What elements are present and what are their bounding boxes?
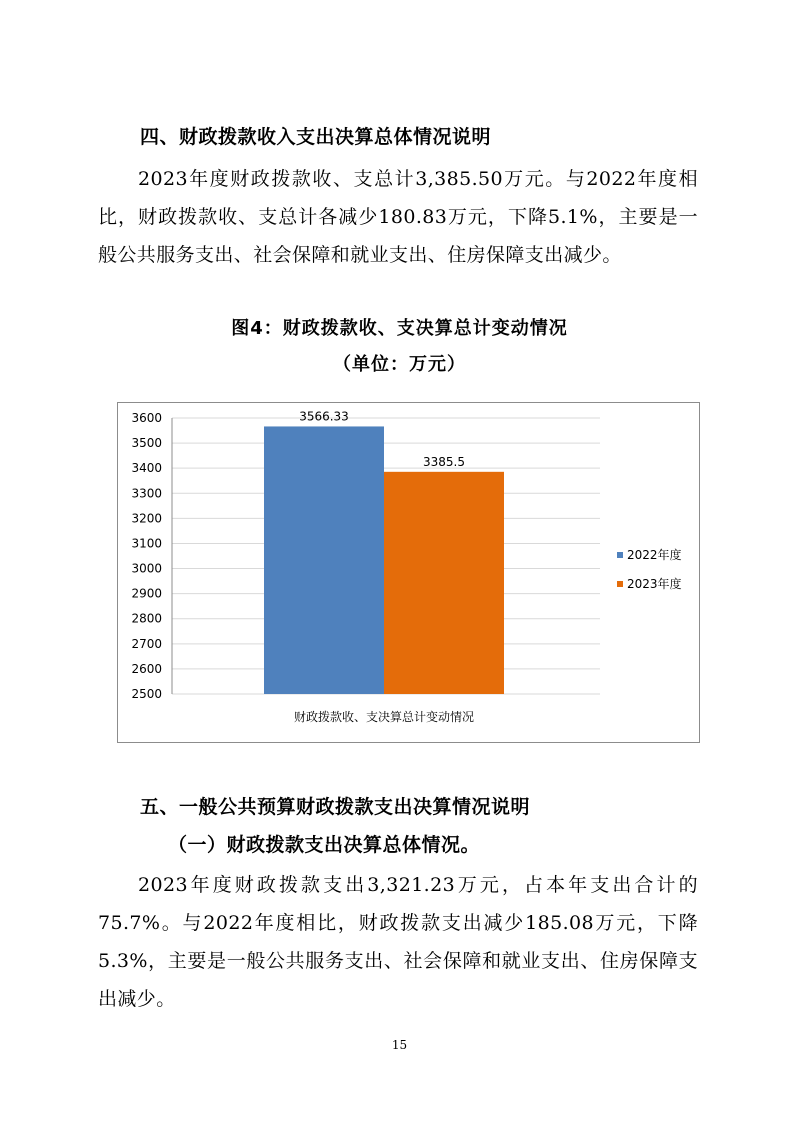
y-tick-label: 2700 xyxy=(131,636,162,651)
legend-label-2023: 2023年度 xyxy=(627,577,682,591)
data-label-2023年度: 3385.5 xyxy=(423,454,465,469)
y-tick-label: 2500 xyxy=(131,687,162,701)
bar-2023年度 xyxy=(384,472,504,694)
legend-swatch-2023 xyxy=(617,581,623,587)
y-tick-label: 3400 xyxy=(131,461,162,476)
y-tick-label: 3300 xyxy=(131,486,162,501)
y-tick-label: 3600 xyxy=(131,411,162,425)
page-number: 15 xyxy=(391,1038,408,1052)
bar-chart xyxy=(117,402,700,743)
x-axis-category-label: 财政拨款收、支决算总计变动情况 xyxy=(293,710,475,724)
section-4-paragraph: 2023年度财政拨款收、支总计3,385.50万元。与2022年度相比，财政拨款收、支总计各减少180.83万元，下降5.1%，主要是一般公共服务支出、社会保障和就业支出、住房保障支出减少。 xyxy=(98,168,698,266)
data-label-2022年度: 3566.33 xyxy=(299,409,349,424)
y-tick-label: 3100 xyxy=(131,536,162,551)
section-5-paragraph: 2023年度财政拨款支出3,321.23万元，占本年支出合计的75.7%。与2022年度相比，财政拨款支出减少185.08万元，下降5.3%，主要是一般公共服务支出、社会保障和就业支出、住房保障支出减少。 xyxy=(98,874,698,1010)
section-4-heading: 四、财政拨款收入支出决算总体情况说明 xyxy=(140,126,492,148)
figure-caption: 图4：财政拨款收、支决算总计变动情况 xyxy=(231,318,568,339)
y-tick-label: 2900 xyxy=(131,586,162,601)
y-tick-label: 3500 xyxy=(131,436,162,451)
y-tick-label: 3200 xyxy=(131,511,162,526)
section-5-heading: 五、一般公共预算财政拨款支出决算情况说明 xyxy=(140,796,531,818)
figure-unit: （单位：万元） xyxy=(333,354,466,375)
y-tick-label: 2800 xyxy=(131,611,162,626)
y-tick-label: 3000 xyxy=(131,561,162,576)
legend-label-2022: 2022年度 xyxy=(627,548,682,562)
y-tick-label: 2600 xyxy=(131,661,162,676)
bar-2022年度 xyxy=(264,426,384,694)
section-5-subheading: （一）财政拨款支出决算总体情况。 xyxy=(168,834,481,856)
legend-swatch-2022 xyxy=(617,552,623,558)
